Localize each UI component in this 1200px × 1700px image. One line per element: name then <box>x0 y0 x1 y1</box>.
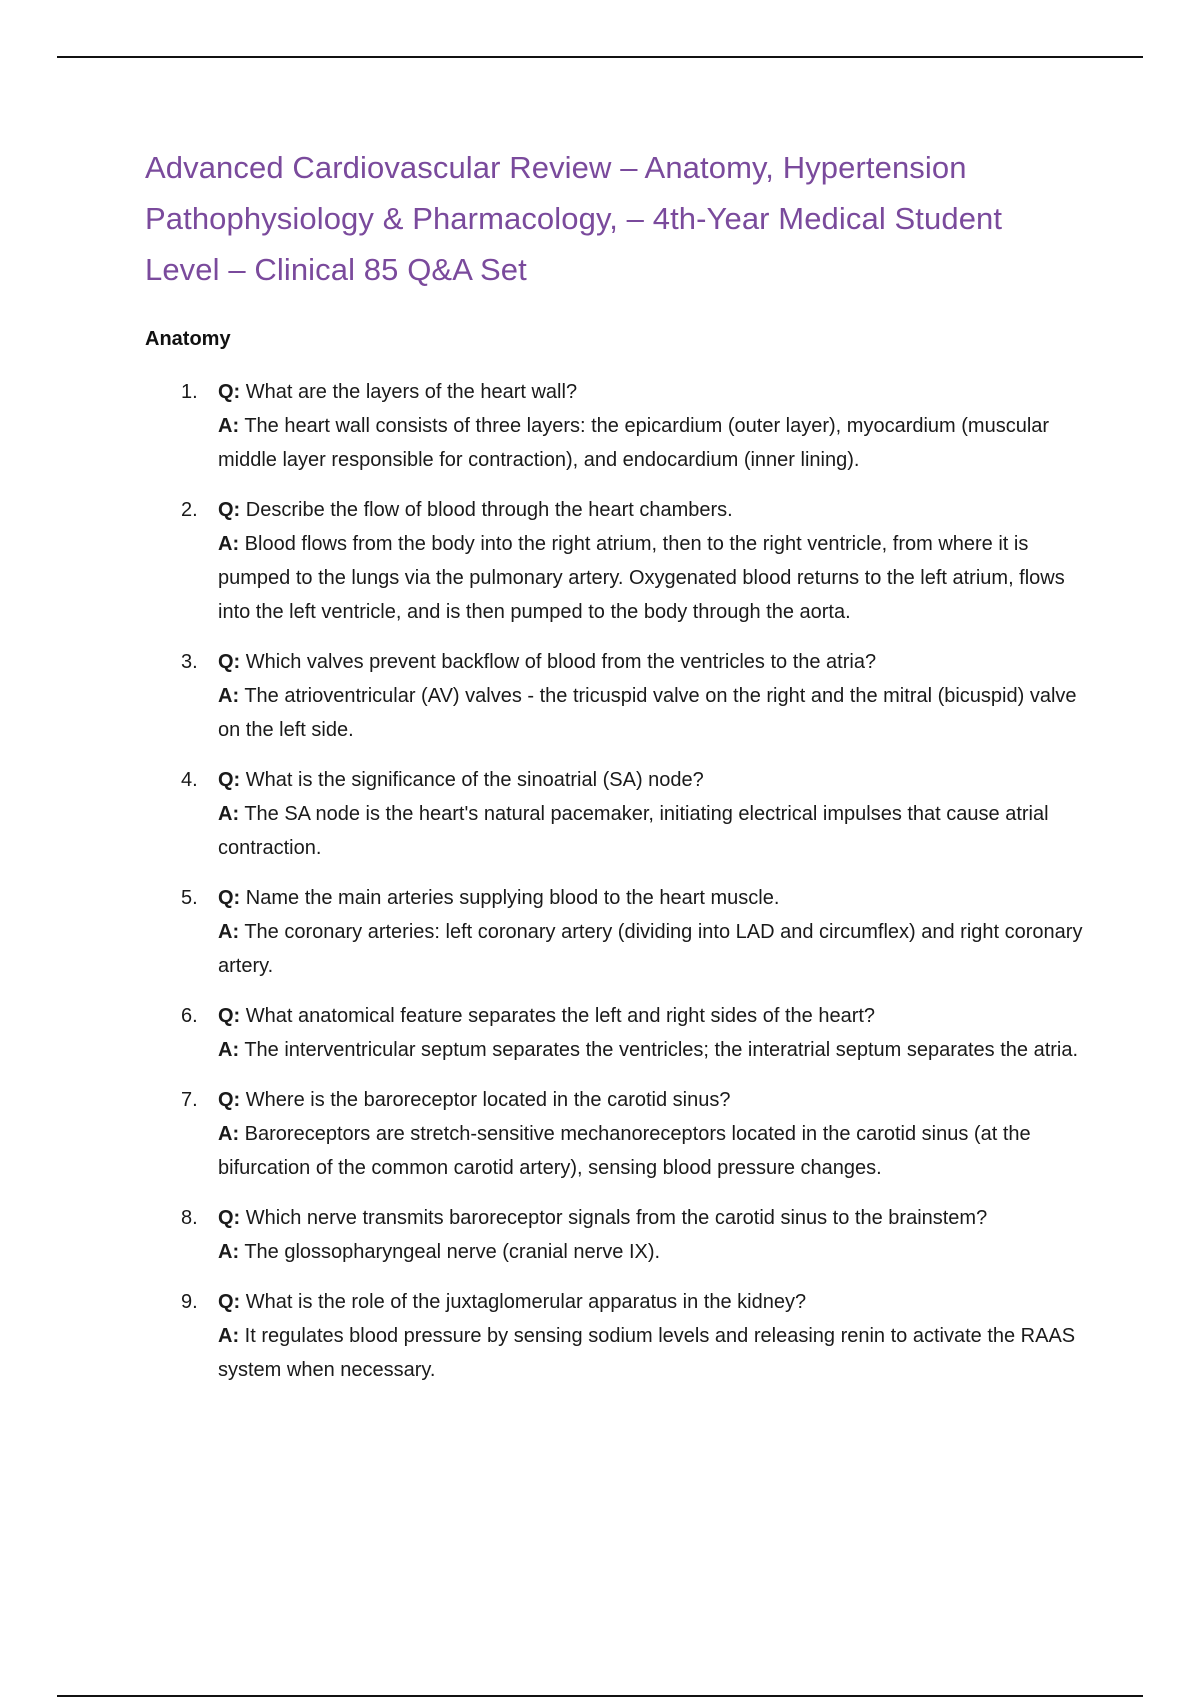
top-rule <box>57 56 1143 58</box>
question-label: Q: <box>218 1207 241 1229</box>
qa-item <box>145 493 1085 629</box>
question-line <box>218 1083 1085 1117</box>
answer-text: The glossopharyngeal nerve (cranial nerve IX). <box>244 1241 661 1263</box>
qa-number: 8. <box>181 1207 198 1229</box>
answer-label: A: <box>218 685 240 707</box>
qa-number: 3. <box>181 651 198 673</box>
answer-line <box>218 1117 1085 1185</box>
qa-number: 7. <box>181 1089 198 1111</box>
answer-label: A: <box>218 921 240 943</box>
answer-text: The SA node is the heart's natural pacemaker, initiating electrical impulses that cause atrial contraction. <box>218 803 1049 859</box>
question-line <box>218 881 1085 915</box>
qa-item <box>145 1201 1085 1269</box>
answer-label: A: <box>218 533 240 555</box>
question-line <box>218 1285 1085 1319</box>
answer-text: The interventricular septum separates the ventricles; the interatrial septum separates the atria. <box>244 1039 1079 1061</box>
section-heading-anatomy: Anatomy <box>145 328 231 350</box>
qa-item <box>145 1083 1085 1185</box>
answer-label: A: <box>218 803 240 825</box>
question-text: What is the significance of the sinoatrial (SA) node? <box>245 769 704 791</box>
qa-item <box>145 763 1085 865</box>
answer-label: A: <box>218 1241 240 1263</box>
question-label: Q: <box>218 769 241 791</box>
qa-item <box>145 375 1085 477</box>
document-title: Advanced Cardiovascular Review – Anatomy, Hypertension Pathophysiology & Pharmacology, – 4th-Year Medical Student Level – Clinical 85 Q&A Set <box>145 150 1003 287</box>
answer-text: Baroreceptors are stretch-sensitive mechanoreceptors located in the carotid sinus (at the bifurcation of the common carotid artery), sensing blood pressure changes. <box>218 1123 1031 1179</box>
answer-line <box>218 1033 1085 1067</box>
question-label: Q: <box>218 499 241 521</box>
qa-list <box>145 375 1085 1387</box>
answer-label: A: <box>218 1325 240 1347</box>
qa-number: 4. <box>181 769 198 791</box>
question-text: What is the role of the juxtaglomerular apparatus in the kidney? <box>245 1291 807 1313</box>
question-line <box>218 375 1085 409</box>
qa-number: 2. <box>181 499 198 521</box>
qa-item <box>145 1285 1085 1387</box>
question-text: What are the layers of the heart wall? <box>245 381 578 403</box>
answer-text: The heart wall consists of three layers: the epicardium (outer layer), myocardium (muscular middle layer responsible for contraction), and endocardium (inner lining). <box>218 415 1050 471</box>
document-body <box>145 142 1085 1403</box>
qa-number: 6. <box>181 1005 198 1027</box>
qa-number: 5. <box>181 887 198 909</box>
qa-number: 9. <box>181 1291 198 1313</box>
question-line <box>218 763 1085 797</box>
question-label: Q: <box>218 1291 241 1313</box>
question-label: Q: <box>218 1089 241 1111</box>
qa-item <box>145 881 1085 983</box>
question-text: Where is the baroreceptor located in the carotid sinus? <box>245 1089 731 1111</box>
answer-text: The coronary arteries: left coronary artery (dividing into LAD and circumflex) and right coronary artery. <box>218 921 1083 977</box>
question-line <box>218 493 1085 527</box>
answer-text: The atrioventricular (AV) valves - the tricuspid valve on the right and the mitral (bicuspid) valve on the left side. <box>218 685 1077 741</box>
answer-label: A: <box>218 415 240 437</box>
answer-label: A: <box>218 1123 240 1145</box>
question-label: Q: <box>218 887 241 909</box>
answer-line <box>218 679 1085 747</box>
answer-line <box>218 797 1085 865</box>
question-text: Describe the flow of blood through the heart chambers. <box>245 499 733 521</box>
qa-item <box>145 645 1085 747</box>
question-text: What anatomical feature separates the left and right sides of the heart? <box>245 1005 876 1027</box>
answer-label: A: <box>218 1039 240 1061</box>
answer-text: It regulates blood pressure by sensing sodium levels and releasing renin to activate the RAAS system when necessary. <box>218 1325 1076 1381</box>
question-label: Q: <box>218 381 241 403</box>
question-text: Which valves prevent backflow of blood from the ventricles to the atria? <box>245 651 877 673</box>
question-label: Q: <box>218 1005 241 1027</box>
question-text: Which nerve transmits baroreceptor signals from the carotid sinus to the brainstem? <box>245 1207 988 1229</box>
question-line <box>218 999 1085 1033</box>
answer-text: Blood flows from the body into the right atrium, then to the right ventricle, from where it is pumped to the lungs via the pulmonary artery. Oxygenated blood returns to the left atrium, flows into the left ventricle, and is then pumped to the body through the aorta. <box>218 533 1065 623</box>
question-label: Q: <box>218 651 241 673</box>
answer-line <box>218 1319 1085 1387</box>
answer-line <box>218 915 1085 983</box>
question-line <box>218 1201 1085 1235</box>
question-line <box>218 645 1085 679</box>
answer-line <box>218 1235 1085 1269</box>
question-text: Name the main arteries supplying blood to the heart muscle. <box>245 887 780 909</box>
qa-number: 1. <box>181 381 198 403</box>
answer-line <box>218 409 1085 477</box>
bottom-rule <box>57 1695 1143 1697</box>
answer-line <box>218 527 1085 629</box>
qa-item <box>145 999 1085 1067</box>
